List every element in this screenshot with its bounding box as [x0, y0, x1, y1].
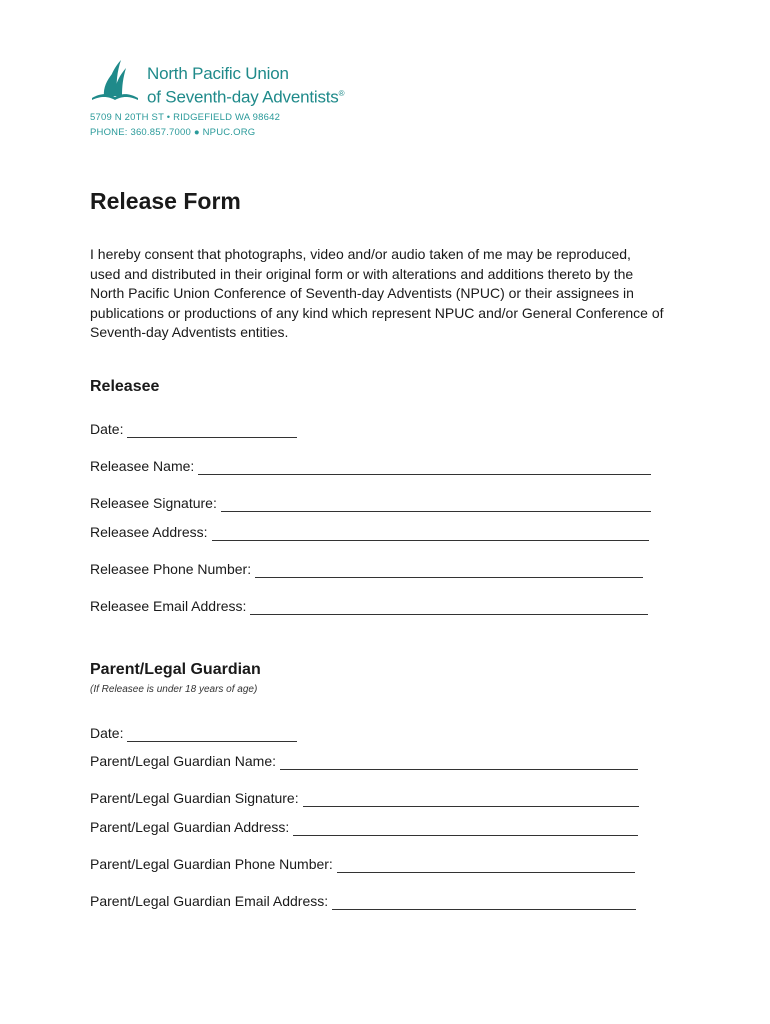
field-label: Releasee Signature: [90, 495, 217, 511]
signature-line[interactable] [293, 822, 638, 836]
signature-line[interactable] [255, 564, 643, 578]
npuc-logo [90, 56, 344, 108]
signature-line[interactable] [250, 601, 648, 615]
field-label: Releasee Name: [90, 458, 195, 474]
field-label: Date: [90, 725, 124, 741]
releasee-date-field[interactable] [90, 420, 297, 438]
guardian-address-field[interactable] [90, 818, 638, 836]
page-title: Release Form [90, 188, 241, 214]
signature-line[interactable] [198, 461, 651, 475]
consent-paragraph: I hereby consent that photographs, video and/or audio taken of me may be reproduced, used and distributed in their original form or with alterations and additions thereto by the North Pacific Union Conference of Seventh-day Adventists (NPUC) or their assignees in publications or productions of any kind which represent NPUC and/or General Conference of Seventh-day Adventists entities. [90, 246, 664, 340]
signature-line[interactable] [280, 756, 638, 770]
releasee-name-field[interactable] [90, 457, 651, 475]
field-label: Parent/Legal Guardian Address: [90, 819, 290, 835]
org-name-line1: North Pacific Union [147, 64, 289, 83]
signature-line[interactable] [337, 859, 635, 873]
signature-line[interactable] [127, 424, 297, 438]
phone-website: PHONE: 360.857.7000 ● NPUC.ORG [90, 127, 256, 138]
field-label: Parent/Legal Guardian Phone Number: [90, 856, 333, 872]
field-label: Parent/Legal Guardian Email Address: [90, 893, 329, 909]
field-label: Date: [90, 421, 124, 437]
guardian-heading: Parent/Legal Guardian [90, 661, 261, 678]
guardian-note: (If Releasee is under 18 years of age) [90, 684, 258, 695]
signature-line[interactable] [221, 498, 651, 512]
field-label: Parent/Legal Guardian Name: [90, 753, 276, 769]
releasee-email-field[interactable] [90, 597, 648, 615]
guardian-date-field[interactable] [90, 724, 297, 742]
guardian-phone-field[interactable] [90, 855, 635, 873]
field-label: Releasee Phone Number: [90, 561, 252, 577]
organization-name [147, 64, 344, 108]
org-name-line2: of Seventh-day Adventists [147, 87, 339, 107]
releasee-signature-field[interactable] [90, 494, 651, 512]
contact-info [90, 110, 280, 140]
signature-line[interactable] [127, 728, 297, 742]
street-address: 5709 N 20TH ST • RIDGEFIELD WA 98642 [90, 112, 281, 123]
signature-line[interactable] [332, 896, 636, 910]
releasee-phone-field[interactable] [90, 560, 643, 578]
field-label: Parent/Legal Guardian Signature: [90, 790, 299, 806]
guardian-email-field[interactable] [90, 892, 636, 910]
releasee-address-field[interactable] [90, 523, 649, 541]
signature-line[interactable] [303, 793, 639, 807]
releasee-heading: Releasee [90, 378, 160, 395]
registered-mark: ® [338, 89, 345, 98]
guardian-signature-field[interactable] [90, 789, 639, 807]
field-label: Releasee Address: [90, 524, 208, 540]
signature-line[interactable] [212, 527, 649, 541]
field-label: Releasee Email Address: [90, 598, 247, 614]
guardian-name-field[interactable] [90, 752, 638, 770]
flame-book-icon [90, 56, 140, 102]
